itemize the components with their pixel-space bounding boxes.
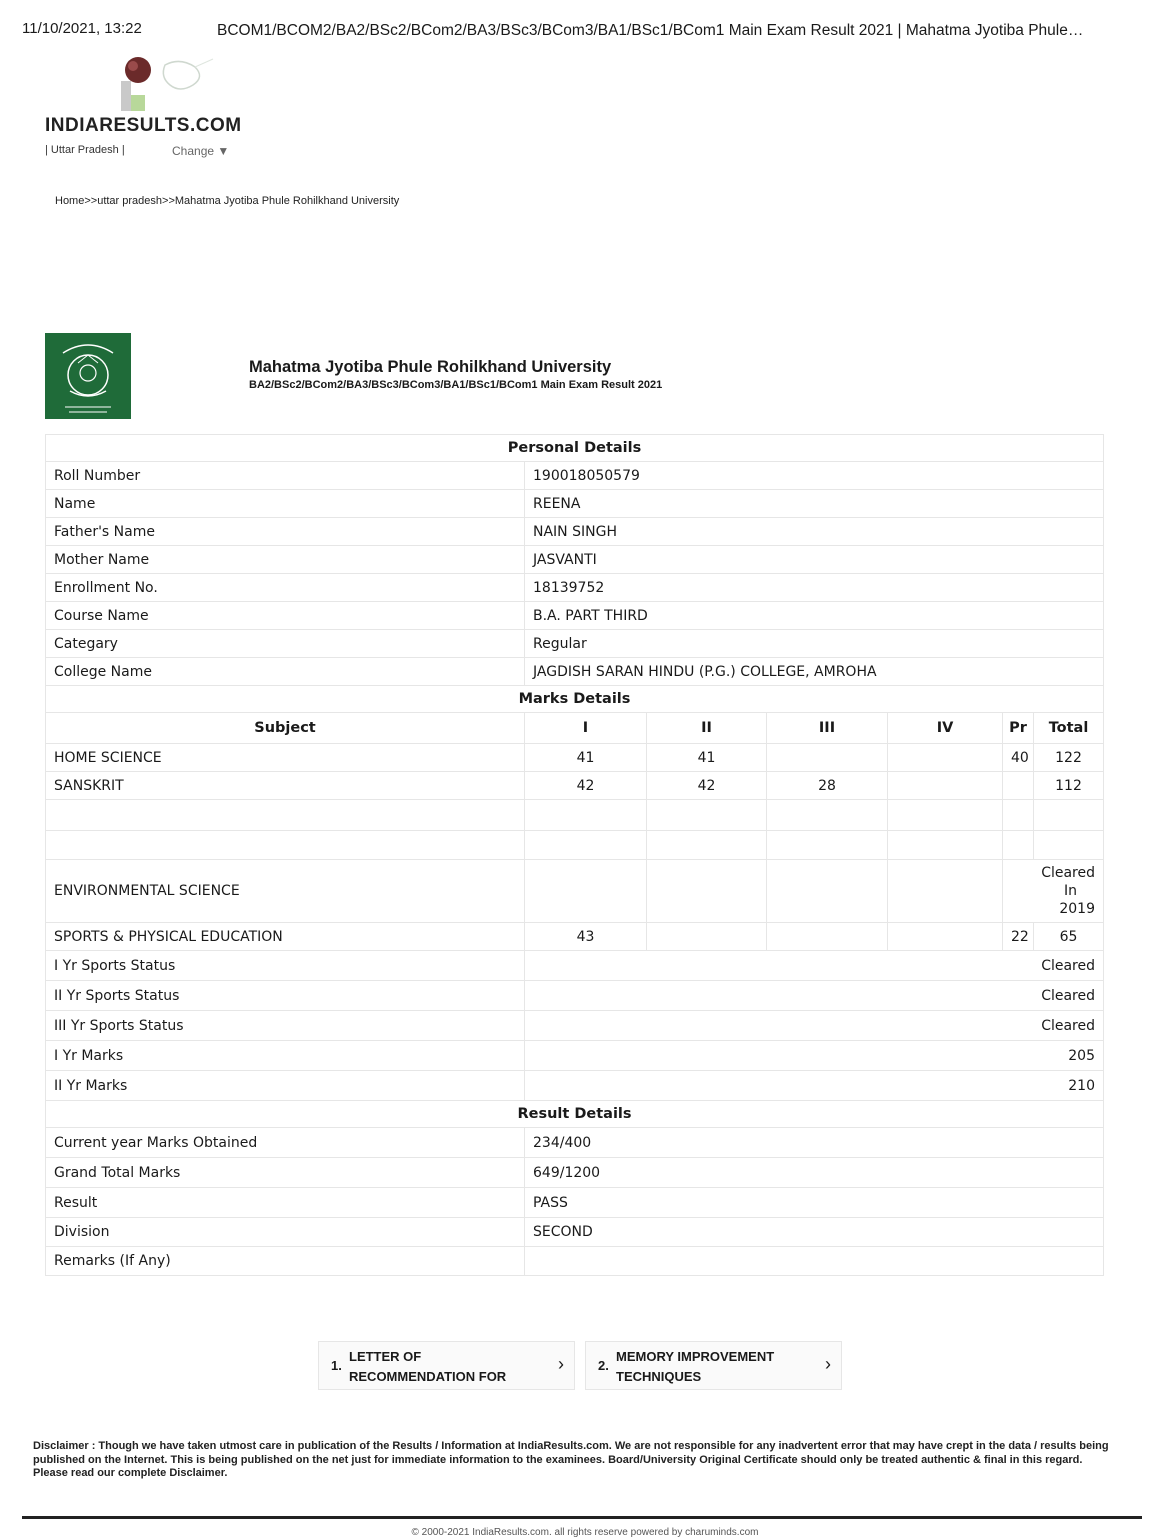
site-logo-icon: [45, 55, 245, 115]
table-row: [46, 744, 1104, 772]
disclaimer-text: Disclaimer : Though we have taken utmost care in publication of the Results / Information at IndiaResults.com. We are not responsible for any inadvertent error that may have crept in the data / results being published on the Internet. This is being published on the net just for immediate information to the examinees. Board/University Original Certificate should only be treated authentic & final in this regard. Please read our complete Disclaimer.: [33, 1440, 1109, 1479]
marks-obtained-value: 234/400: [525, 1128, 1104, 1158]
copyright-text: © 2000-2021 IndiaResults.com. all rights reserve powered by charuminds.com: [411, 1527, 759, 1538]
table-row: [46, 518, 1104, 546]
empty-row: [46, 831, 1104, 860]
table-row: [46, 490, 1104, 518]
table-row: [46, 658, 1104, 686]
column-header: I: [525, 713, 647, 744]
table-row: [46, 860, 1104, 923]
field-label: Course Name: [46, 602, 525, 630]
grand-total-value: 649/1200: [525, 1158, 1104, 1188]
mark-cell: 22: [1003, 923, 1034, 951]
marks-details-heading: Marks Details: [46, 686, 1104, 713]
print-page-title: BCOM1/BCOM2/BA2/BSc2/BCom2/BA3/BSc3/BCom3/BA1/BSc1/BCom1 Main Exam Result 2021 | Mahatma Jyotiba Phule…: [217, 22, 1084, 39]
mother-name-value: JASVANTI: [525, 546, 1104, 574]
table-row: [46, 1247, 1104, 1276]
related-link-title: [349, 1347, 506, 1387]
exam-title: BA2/BSc2/BCom2/BA3/BSc3/BCom3/BA1/BSc1/BCom1 Main Exam Result 2021: [249, 379, 663, 391]
status-value: Cleared: [525, 1011, 1104, 1041]
cleared-text: In: [1063, 883, 1077, 899]
field-label: Mother Name: [46, 546, 525, 574]
total-cell: 65: [1034, 923, 1104, 951]
breadcrumb: [55, 195, 399, 207]
college-value: JAGDISH SARAN HINDU (P.G.) COLLEGE, AMROHA: [525, 658, 1104, 686]
related-link-number: 1.: [331, 1358, 342, 1373]
table-row: [46, 602, 1104, 630]
table-row: [46, 462, 1104, 490]
father-name-value: NAIN SINGH: [525, 518, 1104, 546]
site-logo-text: INDIARESULTS.COM: [45, 115, 242, 136]
table-row: [46, 1071, 1104, 1101]
table-row: [46, 1158, 1104, 1188]
mark-cell: [767, 923, 888, 951]
mark-cell: 42: [647, 772, 767, 800]
field-label: Roll Number: [46, 462, 525, 490]
table-row: [46, 1188, 1104, 1218]
total-cell: 112: [1034, 772, 1104, 800]
roll-number-value: 190018050579: [525, 462, 1104, 490]
column-header: Subject: [46, 713, 525, 744]
marks-header-row: [46, 713, 1104, 744]
cleared-text: Cleared: [1041, 865, 1095, 881]
course-value: B.A. PART THIRD: [525, 602, 1104, 630]
chevron-right-icon: ›: [558, 1354, 564, 1374]
total-cell: 122: [1034, 744, 1104, 772]
table-row: [46, 1128, 1104, 1158]
related-link-1[interactable]: [318, 1341, 575, 1390]
field-label: Result: [46, 1188, 525, 1218]
change-state-link[interactable]: Change ▼: [172, 144, 230, 158]
mark-cell: 42: [525, 772, 647, 800]
related-link-line: LETTER OF: [349, 1349, 422, 1364]
related-link-line: RECOMMENDATION FOR: [349, 1369, 507, 1384]
field-label: Father's Name: [46, 518, 525, 546]
breadcrumb-separator: >>: [162, 195, 175, 207]
column-header: Total: [1034, 713, 1104, 744]
mark-cell: 28: [767, 772, 888, 800]
breadcrumb-state[interactable]: uttar pradesh: [97, 195, 163, 207]
field-label: I Yr Marks: [46, 1041, 525, 1071]
status-value: 205: [525, 1041, 1104, 1071]
subject-name: ENVIRONMENTAL SCIENCE: [46, 860, 525, 923]
table-row: [46, 546, 1104, 574]
field-label: II Yr Sports Status: [46, 981, 525, 1011]
column-header: II: [647, 713, 767, 744]
subject-name: HOME SCIENCE: [46, 744, 525, 772]
total-cell: [1003, 860, 1104, 923]
university-logo: [45, 333, 131, 419]
personal-details-heading: Personal Details: [46, 435, 1104, 462]
footer-divider: [22, 1516, 1142, 1519]
column-header: IV: [888, 713, 1003, 744]
field-label: Categary: [46, 630, 525, 658]
mark-cell: [767, 744, 888, 772]
state-label: | Uttar Pradesh |: [45, 144, 125, 156]
chevron-right-icon: ›: [825, 1354, 831, 1374]
related-link-2[interactable]: [585, 1341, 842, 1390]
division-value: SECOND: [525, 1218, 1104, 1247]
mark-cell: 41: [525, 744, 647, 772]
mark-cell: 43: [525, 923, 647, 951]
related-link-line: MEMORY IMPROVEMENT: [616, 1349, 775, 1364]
print-datetime: 11/10/2021, 13:22: [22, 20, 142, 37]
subject-name: SANSKRIT: [46, 772, 525, 800]
mark-cell: 41: [647, 744, 767, 772]
field-label: College Name: [46, 658, 525, 686]
field-label: Grand Total Marks: [46, 1158, 525, 1188]
enrollment-value: 18139752: [525, 574, 1104, 602]
table-row: [46, 1011, 1104, 1041]
mark-cell: [1003, 772, 1034, 800]
university-name: Mahatma Jyotiba Phule Rohilkhand University: [249, 358, 612, 376]
breadcrumb-home[interactable]: Home: [55, 195, 85, 207]
related-link-number: 2.: [598, 1358, 609, 1373]
result-details-heading: Result Details: [46, 1101, 1104, 1128]
empty-row: [46, 800, 1104, 831]
breadcrumb-university: Mahatma Jyotiba Phule Rohilkhand University: [174, 195, 400, 207]
field-label: Name: [46, 490, 525, 518]
table-row: [46, 630, 1104, 658]
table-row: [46, 981, 1104, 1011]
university-emblem-icon: [45, 333, 131, 419]
breadcrumb-separator: >>: [84, 195, 98, 207]
mark-cell: [647, 923, 767, 951]
result-table: [45, 434, 1104, 1276]
mark-cell: [888, 923, 1003, 951]
column-header: III: [767, 713, 888, 744]
name-value: REENA: [525, 490, 1104, 518]
mark-cell: [888, 772, 1003, 800]
status-value: Cleared: [525, 981, 1104, 1011]
table-row: [46, 1041, 1104, 1071]
mark-cell: 40: [1003, 744, 1034, 772]
related-link-title: [616, 1347, 774, 1387]
field-label: Remarks (If Any): [46, 1247, 525, 1276]
field-label: Enrollment No.: [46, 574, 525, 602]
cleared-text: 2019: [1059, 901, 1095, 917]
table-row: [46, 1218, 1104, 1247]
category-value: Regular: [525, 630, 1104, 658]
field-label: Division: [46, 1218, 525, 1247]
table-row: [46, 574, 1104, 602]
remarks-value: [525, 1247, 1104, 1276]
result-value: PASS: [525, 1188, 1104, 1218]
table-row: [46, 923, 1104, 951]
field-label: Current year Marks Obtained: [46, 1128, 525, 1158]
field-label: II Yr Marks: [46, 1071, 525, 1101]
table-row: [46, 951, 1104, 981]
status-value: 210: [525, 1071, 1104, 1101]
table-row: [46, 772, 1104, 800]
mark-cell: [888, 744, 1003, 772]
field-label: III Yr Sports Status: [46, 1011, 525, 1041]
column-header: Pr: [1003, 713, 1034, 744]
status-value: Cleared: [525, 951, 1104, 981]
related-link-line: TECHNIQUES: [616, 1369, 702, 1384]
subject-name: SPORTS & PHYSICAL EDUCATION: [46, 923, 525, 951]
field-label: I Yr Sports Status: [46, 951, 525, 981]
